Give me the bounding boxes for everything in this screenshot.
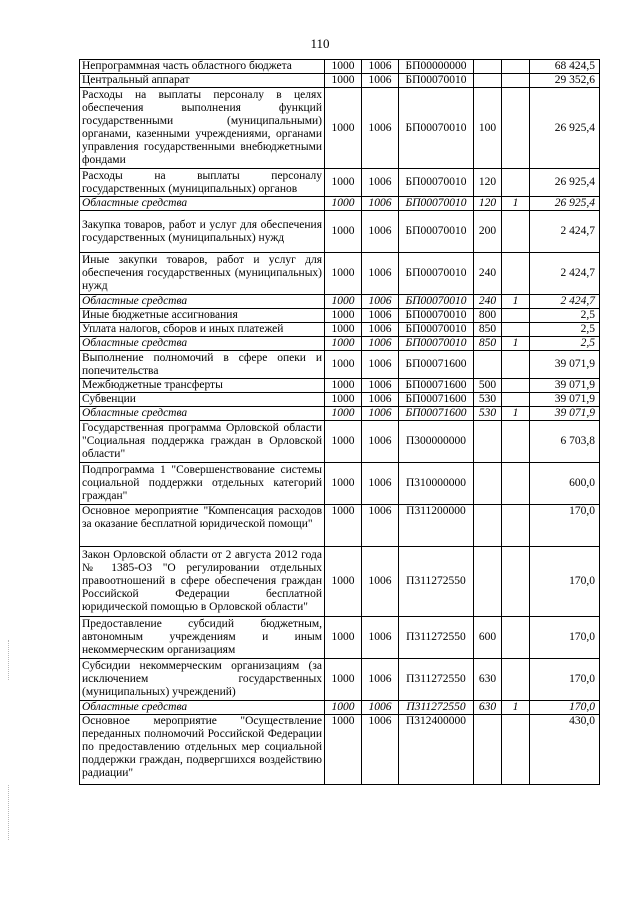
table-row (80, 60, 600, 74)
table-row (80, 407, 600, 421)
row-funding-source-cell (502, 323, 530, 337)
table-row (80, 169, 600, 197)
row-name-cell: Уплата налогов, сборов и иных платежей (80, 323, 325, 337)
row-target-article-cell: БП00070010 (399, 295, 474, 309)
budget-table (79, 59, 600, 785)
row-expense-type-cell: 120 (474, 169, 502, 197)
table-row (80, 701, 600, 715)
row-funding-source-cell (502, 505, 530, 547)
row-section-cell: 1000 (325, 323, 362, 337)
row-amount-cell: 26 925,4 (530, 197, 600, 211)
row-target-article-cell: БП00070010 (399, 74, 474, 88)
row-expense-type-cell: 630 (474, 659, 502, 701)
row-target-article-cell: П311272550 (399, 547, 474, 617)
row-target-article-cell: П311272550 (399, 617, 474, 659)
row-expense-type-cell: 530 (474, 393, 502, 407)
row-subsection-cell: 1006 (362, 169, 399, 197)
row-subsection-cell: 1006 (362, 701, 399, 715)
row-subsection-cell: 1006 (362, 88, 399, 169)
table-body (80, 60, 600, 785)
row-target-article-cell: П311272550 (399, 701, 474, 715)
row-section-cell: 1000 (325, 547, 362, 617)
row-amount-cell: 170,0 (530, 505, 600, 547)
row-expense-type-cell: 850 (474, 323, 502, 337)
row-name-cell: Расходы на выплаты персоналу в целях обеспечения выполнения функций государственными (муниципальными) органами, казенными учреждениями, органами управления государственными внебюджетными фондами (80, 88, 325, 169)
table-row (80, 505, 600, 547)
table-row (80, 74, 600, 88)
row-section-cell: 1000 (325, 701, 362, 715)
row-subsection-cell: 1006 (362, 379, 399, 393)
row-expense-type-cell: 100 (474, 88, 502, 169)
row-expense-type-cell (474, 547, 502, 617)
row-section-cell: 1000 (325, 211, 362, 253)
row-amount-cell: 2,5 (530, 309, 600, 323)
row-funding-source-cell (502, 309, 530, 323)
row-section-cell: 1000 (325, 407, 362, 421)
row-section-cell: 1000 (325, 169, 362, 197)
row-funding-source-cell (502, 617, 530, 659)
row-amount-cell: 39 071,9 (530, 379, 600, 393)
row-name-cell: Областные средства (80, 407, 325, 421)
row-amount-cell: 39 071,9 (530, 407, 600, 421)
table-row (80, 715, 600, 785)
row-target-article-cell: П311200000 (399, 505, 474, 547)
row-amount-cell: 29 352,6 (530, 74, 600, 88)
margin-dots (8, 640, 11, 680)
row-funding-source-cell (502, 715, 530, 785)
row-name-cell: Иные закупки товаров, работ и услуг для обеспечения государственных (муниципальных) нужд (80, 253, 325, 295)
row-subsection-cell: 1006 (362, 421, 399, 463)
row-target-article-cell: БП00070010 (399, 253, 474, 295)
row-name-cell: Предоставление субсидий бюджетным, автономным учреждениям и иным некоммерческим организациям (80, 617, 325, 659)
row-expense-type-cell (474, 74, 502, 88)
row-name-cell: Областные средства (80, 197, 325, 211)
row-name-cell: Закон Орловской области от 2 августа 2012 года № 1385-ОЗ "О регулировании отдельных правоотношений в сфере обеспечения граждан Российской Федерации бесплатной юридической помощью в Орловской области" (80, 547, 325, 617)
row-amount-cell: 39 071,9 (530, 393, 600, 407)
row-expense-type-cell: 600 (474, 617, 502, 659)
row-section-cell: 1000 (325, 253, 362, 295)
row-name-cell: Подпрограмма 1 "Совершенствование системы социальной поддержки отдельных категорий граждан" (80, 463, 325, 505)
row-section-cell: 1000 (325, 197, 362, 211)
row-name-cell: Расходы на выплаты персоналу государственных (муниципальных) органов (80, 169, 325, 197)
row-name-cell: Областные средства (80, 701, 325, 715)
row-subsection-cell: 1006 (362, 337, 399, 351)
row-target-article-cell: П310000000 (399, 463, 474, 505)
table-row (80, 337, 600, 351)
table-row (80, 295, 600, 309)
row-name-cell: Выполнение полномочий в сфере опеки и попечительства (80, 351, 325, 379)
row-amount-cell: 2,5 (530, 323, 600, 337)
row-funding-source-cell: 1 (502, 295, 530, 309)
row-expense-type-cell (474, 463, 502, 505)
page-number: 110 (310, 36, 330, 51)
row-amount-cell: 2 424,7 (530, 253, 600, 295)
row-funding-source-cell: 1 (502, 337, 530, 351)
row-amount-cell: 430,0 (530, 715, 600, 785)
row-funding-source-cell (502, 169, 530, 197)
row-amount-cell: 6 703,8 (530, 421, 600, 463)
row-expense-type-cell (474, 351, 502, 379)
table-row (80, 197, 600, 211)
row-target-article-cell: П311272550 (399, 659, 474, 701)
table-row (80, 379, 600, 393)
row-amount-cell: 170,0 (530, 701, 600, 715)
table-row (80, 323, 600, 337)
row-subsection-cell: 1006 (362, 351, 399, 379)
row-expense-type-cell (474, 421, 502, 463)
row-section-cell: 1000 (325, 88, 362, 169)
row-subsection-cell: 1006 (362, 309, 399, 323)
row-funding-source-cell (502, 463, 530, 505)
row-target-article-cell: БП00070010 (399, 309, 474, 323)
row-section-cell: 1000 (325, 295, 362, 309)
row-funding-source-cell: 1 (502, 407, 530, 421)
row-target-article-cell: БП00070010 (399, 211, 474, 253)
row-target-article-cell: БП00070010 (399, 169, 474, 197)
row-amount-cell: 600,0 (530, 463, 600, 505)
table-row (80, 659, 600, 701)
row-expense-type-cell (474, 60, 502, 74)
row-expense-type-cell: 200 (474, 211, 502, 253)
row-subsection-cell: 1006 (362, 295, 399, 309)
row-name-cell: Межбюджетные трансферты (80, 379, 325, 393)
row-name-cell: Центральный аппарат (80, 74, 325, 88)
row-section-cell: 1000 (325, 505, 362, 547)
table-row (80, 309, 600, 323)
row-section-cell: 1000 (325, 393, 362, 407)
row-amount-cell: 68 424,5 (530, 60, 600, 74)
row-subsection-cell: 1006 (362, 197, 399, 211)
table-row (80, 421, 600, 463)
row-section-cell: 1000 (325, 421, 362, 463)
row-subsection-cell: 1006 (362, 505, 399, 547)
row-section-cell: 1000 (325, 379, 362, 393)
row-expense-type-cell (474, 715, 502, 785)
table-row (80, 547, 600, 617)
row-subsection-cell: 1006 (362, 715, 399, 785)
row-subsection-cell: 1006 (362, 407, 399, 421)
row-amount-cell: 39 071,9 (530, 351, 600, 379)
row-section-cell: 1000 (325, 463, 362, 505)
row-funding-source-cell (502, 379, 530, 393)
row-expense-type-cell (474, 505, 502, 547)
table-row (80, 393, 600, 407)
table-row (80, 253, 600, 295)
table-row (80, 88, 600, 169)
row-subsection-cell: 1006 (362, 547, 399, 617)
row-expense-type-cell: 530 (474, 407, 502, 421)
row-subsection-cell: 1006 (362, 211, 399, 253)
row-subsection-cell: 1006 (362, 659, 399, 701)
row-funding-source-cell (502, 393, 530, 407)
row-section-cell: 1000 (325, 617, 362, 659)
row-section-cell: 1000 (325, 74, 362, 88)
row-name-cell: Областные средства (80, 295, 325, 309)
row-subsection-cell: 1006 (362, 617, 399, 659)
row-section-cell: 1000 (325, 659, 362, 701)
row-target-article-cell: БП00000000 (399, 60, 474, 74)
row-target-article-cell: БП00071600 (399, 351, 474, 379)
row-name-cell: Субвенции (80, 393, 325, 407)
margin-dots (8, 785, 11, 840)
row-funding-source-cell (502, 253, 530, 295)
row-subsection-cell: 1006 (362, 74, 399, 88)
row-target-article-cell: БП00071600 (399, 407, 474, 421)
row-subsection-cell: 1006 (362, 463, 399, 505)
row-name-cell: Субсидии некоммерческим организациям (за исключением государственных (муниципальных) учреждений) (80, 659, 325, 701)
row-expense-type-cell: 800 (474, 309, 502, 323)
row-section-cell: 1000 (325, 351, 362, 379)
row-amount-cell: 26 925,4 (530, 88, 600, 169)
row-name-cell: Основное мероприятие "Компенсация расходов за оказание бесплатной юридической помощи" (80, 505, 325, 547)
row-name-cell: Областные средства (80, 337, 325, 351)
row-amount-cell: 2 424,7 (530, 295, 600, 309)
row-expense-type-cell: 630 (474, 701, 502, 715)
row-amount-cell: 2,5 (530, 337, 600, 351)
row-expense-type-cell: 240 (474, 253, 502, 295)
row-funding-source-cell (502, 211, 530, 253)
row-funding-source-cell (502, 74, 530, 88)
row-name-cell: Иные бюджетные ассигнования (80, 309, 325, 323)
row-amount-cell: 170,0 (530, 659, 600, 701)
row-name-cell: Государственная программа Орловской области "Социальная поддержка граждан в Орловской области" (80, 421, 325, 463)
row-target-article-cell: БП00071600 (399, 393, 474, 407)
row-section-cell: 1000 (325, 60, 362, 74)
row-funding-source-cell (502, 659, 530, 701)
row-target-article-cell: П300000000 (399, 421, 474, 463)
row-section-cell: 1000 (325, 337, 362, 351)
row-amount-cell: 170,0 (530, 617, 600, 659)
row-funding-source-cell (502, 421, 530, 463)
row-subsection-cell: 1006 (362, 393, 399, 407)
row-target-article-cell: П312400000 (399, 715, 474, 785)
row-subsection-cell: 1006 (362, 60, 399, 74)
table-row (80, 211, 600, 253)
row-target-article-cell: БП00070010 (399, 337, 474, 351)
row-subsection-cell: 1006 (362, 253, 399, 295)
row-section-cell: 1000 (325, 715, 362, 785)
row-name-cell: Основное мероприятие "Осуществление переданных полномочий Российской Федерации по предоставлению отдельных мер социальной поддержки граждан, подвергшихся воздействию радиации" (80, 715, 325, 785)
row-subsection-cell: 1006 (362, 323, 399, 337)
table-row (80, 463, 600, 505)
row-funding-source-cell (502, 60, 530, 74)
row-amount-cell: 170,0 (530, 547, 600, 617)
table-row (80, 351, 600, 379)
row-name-cell: Закупка товаров, работ и услуг для обеспечения государственных (муниципальных) нужд (80, 211, 325, 253)
row-target-article-cell: БП00071600 (399, 379, 474, 393)
row-section-cell: 1000 (325, 309, 362, 323)
table-row (80, 617, 600, 659)
row-target-article-cell: БП00070010 (399, 197, 474, 211)
row-amount-cell: 26 925,4 (530, 169, 600, 197)
row-amount-cell: 2 424,7 (530, 211, 600, 253)
row-funding-source-cell (502, 88, 530, 169)
row-funding-source-cell: 1 (502, 197, 530, 211)
row-target-article-cell: БП00070010 (399, 323, 474, 337)
row-expense-type-cell: 500 (474, 379, 502, 393)
row-expense-type-cell: 850 (474, 337, 502, 351)
row-funding-source-cell (502, 547, 530, 617)
row-expense-type-cell: 240 (474, 295, 502, 309)
row-expense-type-cell: 120 (474, 197, 502, 211)
row-target-article-cell: БП00070010 (399, 88, 474, 169)
row-name-cell: Непрограммная часть областного бюджета (80, 60, 325, 74)
row-funding-source-cell: 1 (502, 701, 530, 715)
row-funding-source-cell (502, 351, 530, 379)
